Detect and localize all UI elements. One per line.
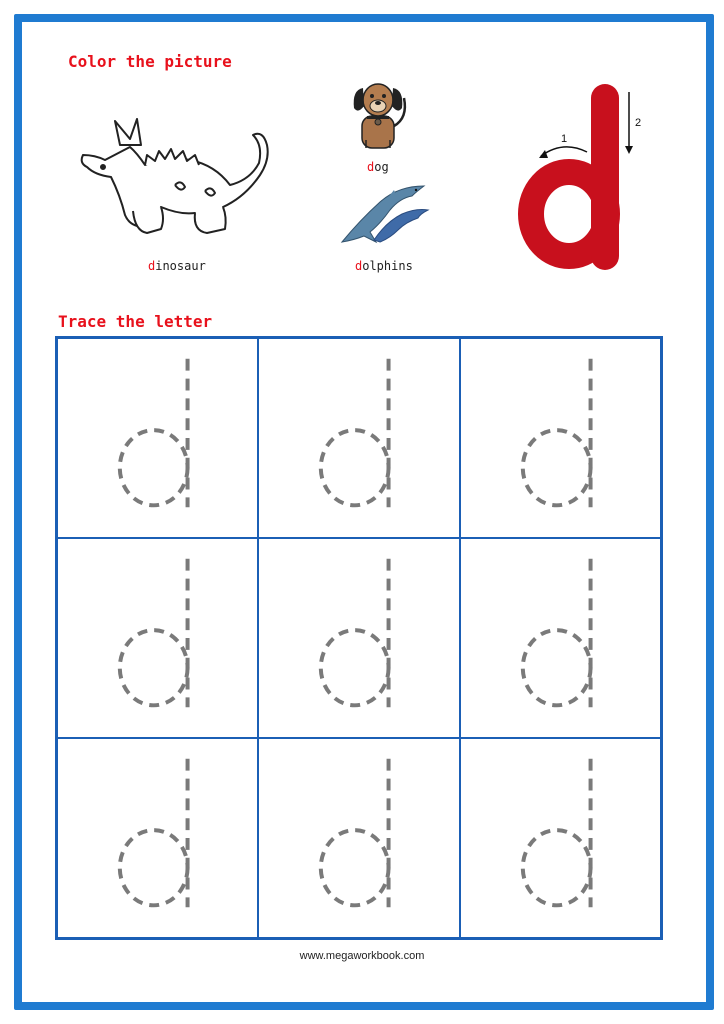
dashed-letter-d [259,339,458,537]
dashed-letter-d [259,539,458,737]
dashed-letter-d [58,339,257,537]
dolphins-icon [340,180,430,246]
tracing-grid [55,336,663,940]
trace-cell[interactable] [258,338,459,538]
footer-url: www.megaworkbook.com [299,950,425,962]
color-heading: Color the picture [68,52,232,71]
trace-cell[interactable] [460,538,661,738]
dashed-letter-d [461,739,660,937]
dog-icon [350,78,410,152]
dashed-letter-d [461,339,660,537]
stroke-1-arrow [541,147,587,156]
stroke-1-label: 1 [561,133,568,145]
trace-cell[interactable] [57,338,258,538]
trace-heading: Trace the letter [58,312,213,331]
trace-cell[interactable] [460,338,661,538]
trace-cell[interactable] [57,538,258,738]
model-letter-d [505,80,675,280]
dashed-letter-d [259,739,458,937]
dinosaur-icon [75,115,275,245]
dashed-letter-d [58,539,257,737]
dolphins-label: dolphins [355,259,413,273]
trace-cell[interactable] [258,538,459,738]
dog-label: dog [367,160,389,174]
trace-cell[interactable] [258,738,459,938]
dashed-letter-d [461,539,660,737]
dinosaur-label: dinosaur [148,259,206,273]
trace-cell[interactable] [57,738,258,938]
stroke-2-label: 2 [635,117,642,129]
dashed-letter-d [58,739,257,937]
trace-cell[interactable] [460,738,661,938]
